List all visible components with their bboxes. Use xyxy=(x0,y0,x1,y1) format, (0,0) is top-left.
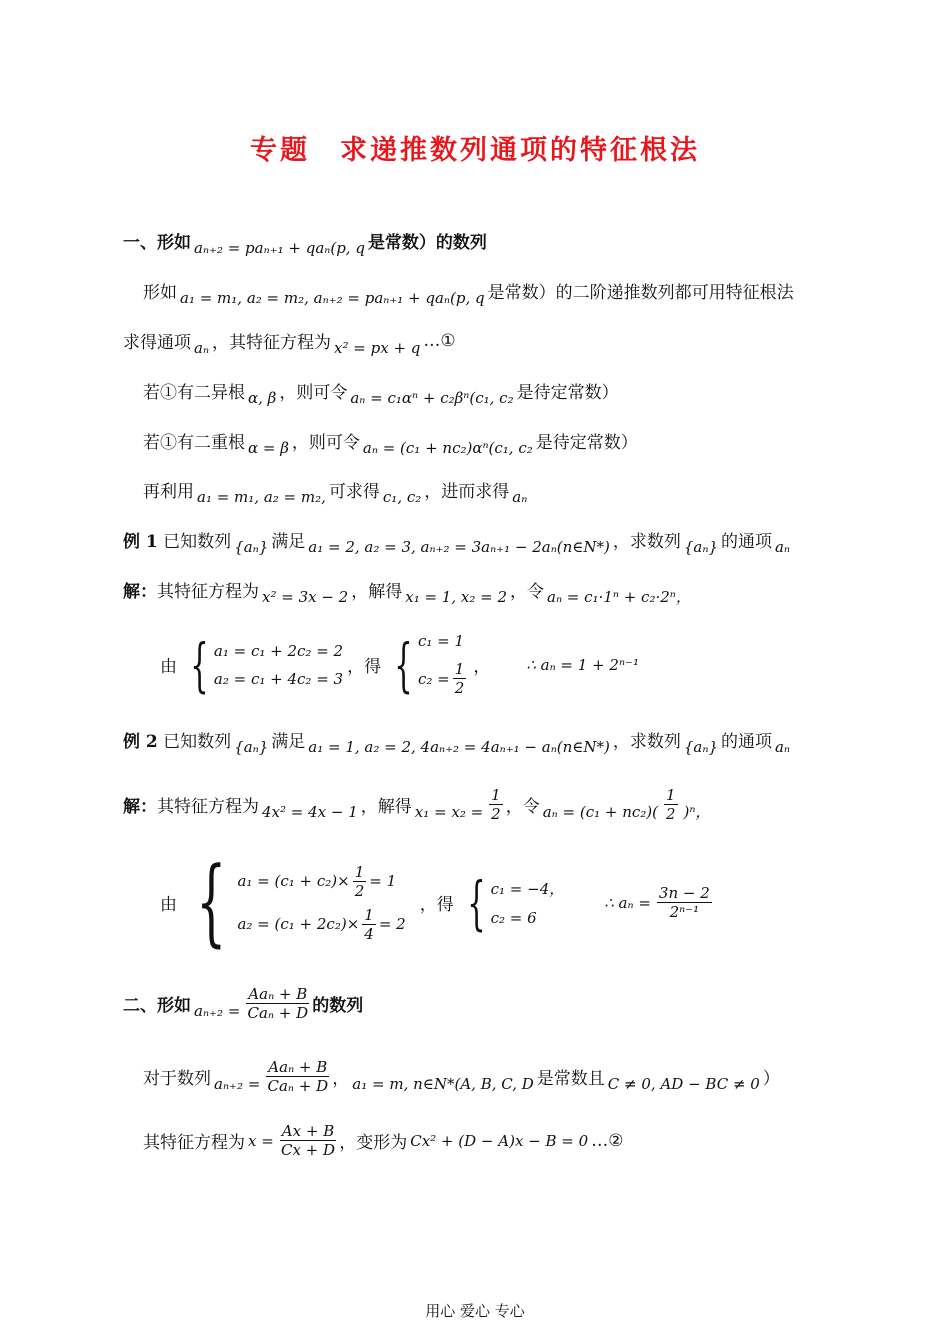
text: 其特征方程为 xyxy=(157,797,259,817)
section2-heading xyxy=(123,985,363,1022)
numerator: 1 xyxy=(666,786,676,804)
formula: {aₙ} xyxy=(683,537,718,556)
formula: aₙ = c₁αⁿ + c₂βⁿ(c₁, c₂ xyxy=(350,388,514,407)
text: a₁ = (c₁ + c₂)× xyxy=(237,872,350,890)
text: …① xyxy=(423,330,456,351)
example1-question xyxy=(123,527,793,556)
denominator: Cx + D xyxy=(280,1141,336,1159)
solution-label: 解： xyxy=(123,797,157,817)
fraction xyxy=(657,884,712,921)
text: 形如 xyxy=(143,283,177,303)
formula: {aₙ} xyxy=(234,537,269,556)
solution-label: 解： xyxy=(123,582,157,602)
text: 是待定常数） xyxy=(516,383,619,403)
formula: aₙ xyxy=(194,338,210,357)
formula: x² = 3x − 2 xyxy=(262,587,349,606)
text: 由 xyxy=(160,895,177,915)
paragraph xyxy=(143,378,619,407)
fraction xyxy=(453,660,467,697)
equation: a₁ = c₁ + 2c₂ = 2 xyxy=(213,641,344,660)
text: 对于数列 xyxy=(143,1069,211,1089)
text: ，则可令 xyxy=(279,383,348,403)
text: 已知数列 xyxy=(163,732,232,752)
formula: aₙ xyxy=(774,537,791,556)
numerator: 1 xyxy=(354,862,365,881)
formula: aₙ₊₂ = paₙ₊₁ + qaₙ(p, q xyxy=(194,238,365,257)
text: ，其特征方程为 xyxy=(212,333,332,353)
text: 二、形如 xyxy=(123,996,191,1016)
text: ，令 xyxy=(510,582,545,602)
fraction xyxy=(362,906,376,943)
text: ，解得 xyxy=(351,582,403,602)
example2-question xyxy=(123,727,793,756)
denominator: 4 xyxy=(364,924,374,943)
brace: { xyxy=(394,630,413,699)
formula: C ≠ 0, AD − BC ≠ 0 xyxy=(607,1074,760,1093)
title-part1: 专题 xyxy=(250,135,310,166)
formula: a₁ = m, n∈N*(A, B, C, D xyxy=(352,1074,534,1093)
numerator: 1 xyxy=(491,786,501,804)
fraction xyxy=(353,863,367,900)
text: 若①有二重根 xyxy=(143,433,245,453)
text: ，进而求得 xyxy=(424,482,510,502)
formula: {aₙ} xyxy=(683,737,718,756)
denominator: 2 xyxy=(354,881,365,900)
formula: a₁ = m₁, a₂ = m₂, aₙ₊₂ = paₙ₊₁ + qaₙ(p, q xyxy=(180,288,485,307)
example2-system xyxy=(160,847,715,957)
example1-solution xyxy=(123,577,694,606)
text: 再利用 xyxy=(143,482,194,502)
text: 满足 xyxy=(271,732,306,752)
formula: aₙ₊₂ = xyxy=(194,1001,241,1020)
text: c₂ = xyxy=(418,669,450,688)
formula: 4x² = 4x − 1 xyxy=(262,802,358,821)
formula: aₙ = (c₁ + nc₂)αⁿ(c₁, c₂ xyxy=(362,438,533,457)
text: 是常数）的二阶递推数列都可用特征根法 xyxy=(487,283,794,303)
brace: { xyxy=(196,847,227,957)
text: 求得通项 xyxy=(123,333,191,353)
example1-system xyxy=(160,632,642,697)
formula: a₁ = m₁, a₂ = m₂, xyxy=(197,487,326,506)
fraction xyxy=(489,786,503,823)
denominator: Caₙ + D xyxy=(267,1077,329,1095)
text: ，求数列 xyxy=(612,732,681,752)
denominator: 2 xyxy=(454,679,465,697)
text: ，得 xyxy=(419,895,454,915)
formula: x₁ = x₂ = xyxy=(414,802,484,821)
section1-heading xyxy=(123,228,487,257)
text: 其特征方程为 xyxy=(157,582,259,602)
paragraph xyxy=(143,428,638,457)
formula: Cx² + (D − A)x − B = 0 xyxy=(410,1131,589,1150)
solution-system xyxy=(385,632,469,697)
equation: c₁ = −4， xyxy=(490,880,565,898)
paragraph xyxy=(143,1058,780,1095)
formula: aₙ xyxy=(774,737,791,756)
text: 是常数）的数列 xyxy=(367,233,487,253)
formula: a₁ = 1, a₂ = 2, 4aₙ₊₂ = 4aₙ₊₁ − aₙ(n∈N*) xyxy=(308,737,610,756)
formula: x₁ = 1, x₂ = 2 xyxy=(405,587,508,606)
fraction xyxy=(280,1122,336,1159)
formula: a₁ = 2, a₂ = 3, aₙ₊₂ = 3aₙ₊₁ − 2aₙ(n∈N*) xyxy=(308,537,610,556)
text: ，令 xyxy=(505,797,540,817)
formula: aₙ xyxy=(512,487,528,506)
text: 已知数列 xyxy=(163,532,232,552)
example-label: 例 2 xyxy=(123,732,158,752)
denominator: 2 xyxy=(491,805,501,823)
paragraph xyxy=(143,278,794,307)
equation xyxy=(418,660,469,697)
equation: c₁ = 1 xyxy=(418,632,465,650)
text: 的数列 xyxy=(312,996,364,1016)
numerator: 3n − 2 xyxy=(658,884,710,902)
numerator: Aaₙ + B xyxy=(248,985,308,1003)
equation: a₂ = c₁ + 4c₂ = 3 xyxy=(213,669,344,688)
formula: ∴ aₙ = xyxy=(604,893,651,912)
equation-system xyxy=(181,847,406,957)
text: 可求得 xyxy=(328,482,380,502)
result-formula: ∴ aₙ = 1 + 2ⁿ⁻¹ xyxy=(526,655,639,674)
equation-system xyxy=(181,630,344,699)
title-part2: 求递推数列通项的特征根法 xyxy=(340,135,700,166)
solution-system xyxy=(458,868,565,937)
formula: α = β xyxy=(248,438,289,457)
example-label: 例 1 xyxy=(123,532,158,552)
page-footer: 用心 爱心 专心 xyxy=(425,1302,525,1320)
text: 是待定常数） xyxy=(535,433,638,453)
formula: x = xyxy=(248,1131,274,1150)
denominator: Caₙ + D xyxy=(247,1004,309,1022)
brace: { xyxy=(190,630,209,699)
formula: aₙ₊₂ = xyxy=(214,1074,261,1093)
text: 是常数且 xyxy=(536,1069,605,1089)
text: ，求数列 xyxy=(612,532,681,552)
numerator: 1 xyxy=(364,905,374,924)
text: …② xyxy=(591,1130,624,1151)
text: = 1 xyxy=(369,872,397,890)
text: ，得 xyxy=(347,657,382,677)
text: ， xyxy=(332,1069,350,1089)
formula: aₙ = c₁·1ⁿ + c₂·2ⁿ， xyxy=(547,588,691,606)
text: 满足 xyxy=(271,532,306,552)
equation xyxy=(237,906,405,943)
numerator: 1 xyxy=(454,660,465,678)
paragraph xyxy=(143,1122,623,1159)
denominator: 2ⁿ⁻¹ xyxy=(669,903,700,921)
formula: x² = px + q xyxy=(334,338,421,357)
equation: c₂ = 6 xyxy=(490,909,537,927)
text: 的通项 xyxy=(720,532,772,552)
example2-solution xyxy=(123,786,713,823)
page-title xyxy=(0,128,950,167)
text: ，解得 xyxy=(360,797,412,817)
formula: aₙ = (c₁ + nc₂)( xyxy=(542,802,658,821)
text: ，则可令 xyxy=(291,433,360,453)
numerator: Aaₙ + B xyxy=(268,1058,328,1076)
formula: {aₙ} xyxy=(234,737,269,756)
fraction xyxy=(246,985,309,1022)
formula: α, β xyxy=(248,388,277,407)
text: 由 xyxy=(160,657,177,677)
fraction xyxy=(266,1058,329,1095)
numerator: Ax + B xyxy=(281,1122,335,1140)
text: ，变形为 xyxy=(339,1133,408,1153)
paragraph xyxy=(123,328,456,357)
text: 其特征方程为 xyxy=(143,1133,245,1153)
brace: { xyxy=(466,868,486,937)
denominator: 2 xyxy=(666,805,676,823)
paragraph xyxy=(143,477,530,506)
formula: c₁, c₂ xyxy=(382,487,422,506)
text: a₂ = (c₁ + 2c₂)× xyxy=(237,915,360,933)
formula: )ⁿ， xyxy=(683,803,711,821)
fraction xyxy=(664,786,678,823)
equation xyxy=(237,863,405,900)
text: 若①有二异根 xyxy=(143,383,245,403)
text: 的通项 xyxy=(720,732,772,752)
text: = 2 xyxy=(378,915,406,933)
text: ， xyxy=(473,657,491,677)
text: 一、形如 xyxy=(123,233,191,253)
text: ） xyxy=(762,1069,780,1089)
